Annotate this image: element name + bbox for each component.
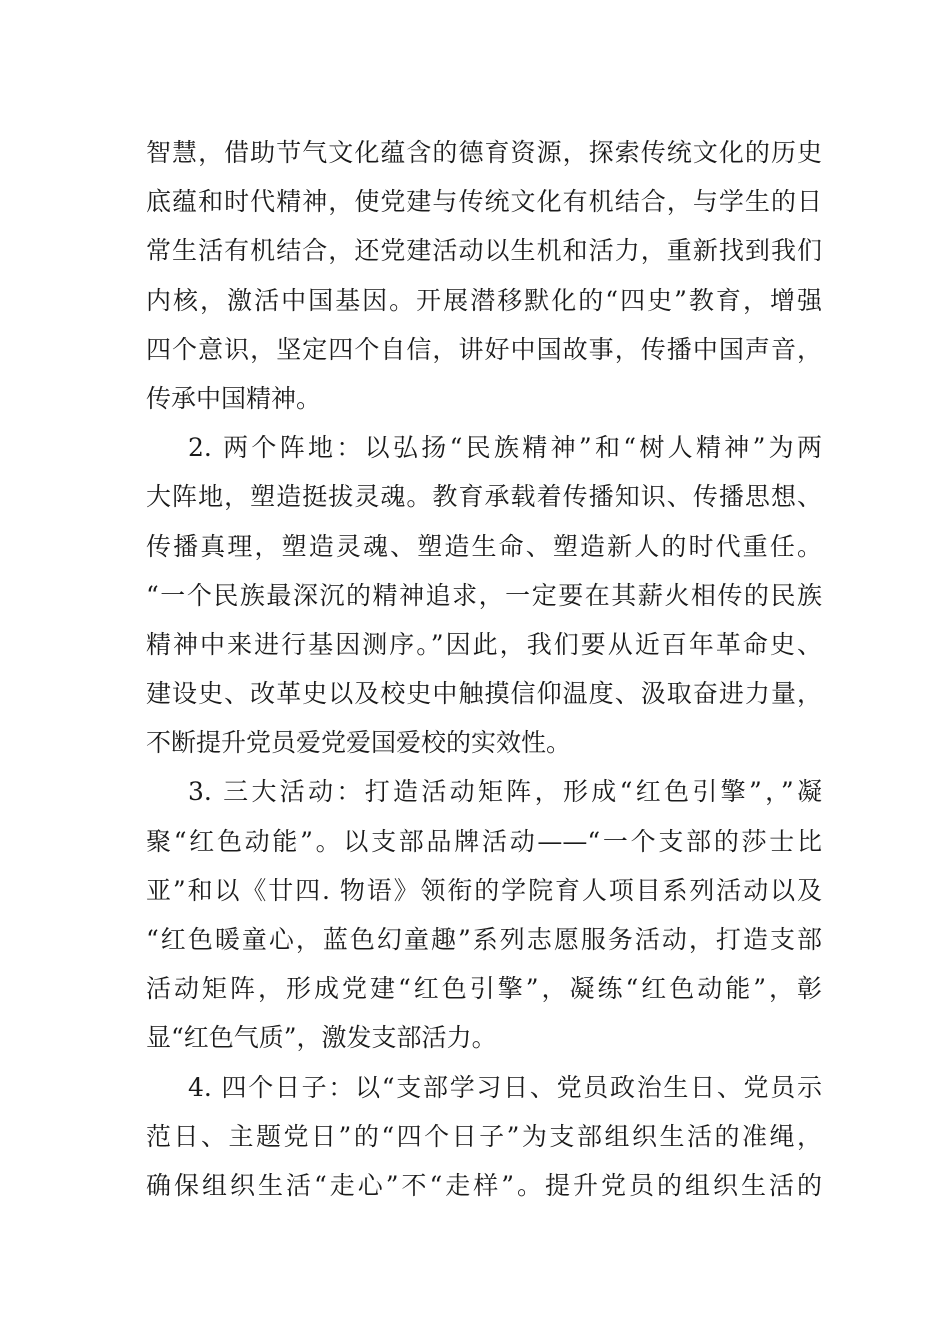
text-line: 显“红色气质”，激发支部活力。 — [146, 1023, 497, 1053]
text-line: 亚”和以《廿四. 物语》领衔的学院育人项目系列活动以及 — [146, 875, 822, 905]
text-line: 传承中国精神。 — [146, 383, 322, 413]
text-line: 常生活有机结合，还党建活动以生机和活力，重新找到我们 — [146, 236, 822, 266]
text-line: 精神中来进行基因测序。”因此，我们要从近百年革命史、 — [146, 629, 822, 659]
paragraph-first-line: 4. 四个日子：以“支部学习日、党员政治生日、党员示 — [188, 1072, 822, 1102]
body-text — [146, 128, 822, 1210]
text-line: 底蕴和时代精神，使党建与传统文化有机结合，与学生的日 — [146, 187, 822, 217]
text-line: “红色暖童心，蓝色幻童趣”系列志愿服务活动，打造支部 — [146, 925, 822, 954]
text-line: 智慧，借助节气文化蕴含的德育资源，探索传统文化的历史 — [146, 138, 822, 167]
text-line: 传播真理，塑造灵魂、塑造生命、塑造新人的时代重任。 — [146, 531, 822, 561]
paragraph-first-line: 2. 两个阵地：以弘扬“民族精神”和“树人精神”为两 — [188, 433, 822, 463]
text-line: “一个民族最深沉的精神追求，一定要在其薪火相传的民族 — [146, 580, 822, 610]
text-line: 活动矩阵，形成党建“红色引擎”，凝练“红色动能”，彰 — [146, 974, 822, 1004]
text-line: 内核，激活中国基因。开展潜移默化的“四史”教育，增强 — [146, 285, 822, 315]
text-line: 建设史、改革史以及校史中触摸信仰温度、汲取奋进力量， — [146, 679, 822, 709]
text-line: 大阵地，塑造挺拔灵魂。教育承载着传播知识、传播思想、 — [146, 482, 822, 512]
text-line: 确保组织生活“走心”不“走样”。提升党员的组织生活的 — [146, 1170, 822, 1200]
text-line: 范日、主题党日”的“四个日子”为支部组织生活的准绳， — [146, 1121, 822, 1151]
text-line: 不断提升党员爱党爱国爱校的实效性。 — [146, 728, 572, 758]
text-line: 四个意识，坚定四个自信，讲好中国故事，传播中国声音， — [146, 334, 822, 364]
paragraph-first-line: 3. 三大活动：打造活动矩阵，形成“红色引擎”，”凝 — [188, 777, 822, 807]
text-line: 聚“红色动能”。以支部品牌活动——“一个支部的莎士比 — [146, 826, 822, 856]
